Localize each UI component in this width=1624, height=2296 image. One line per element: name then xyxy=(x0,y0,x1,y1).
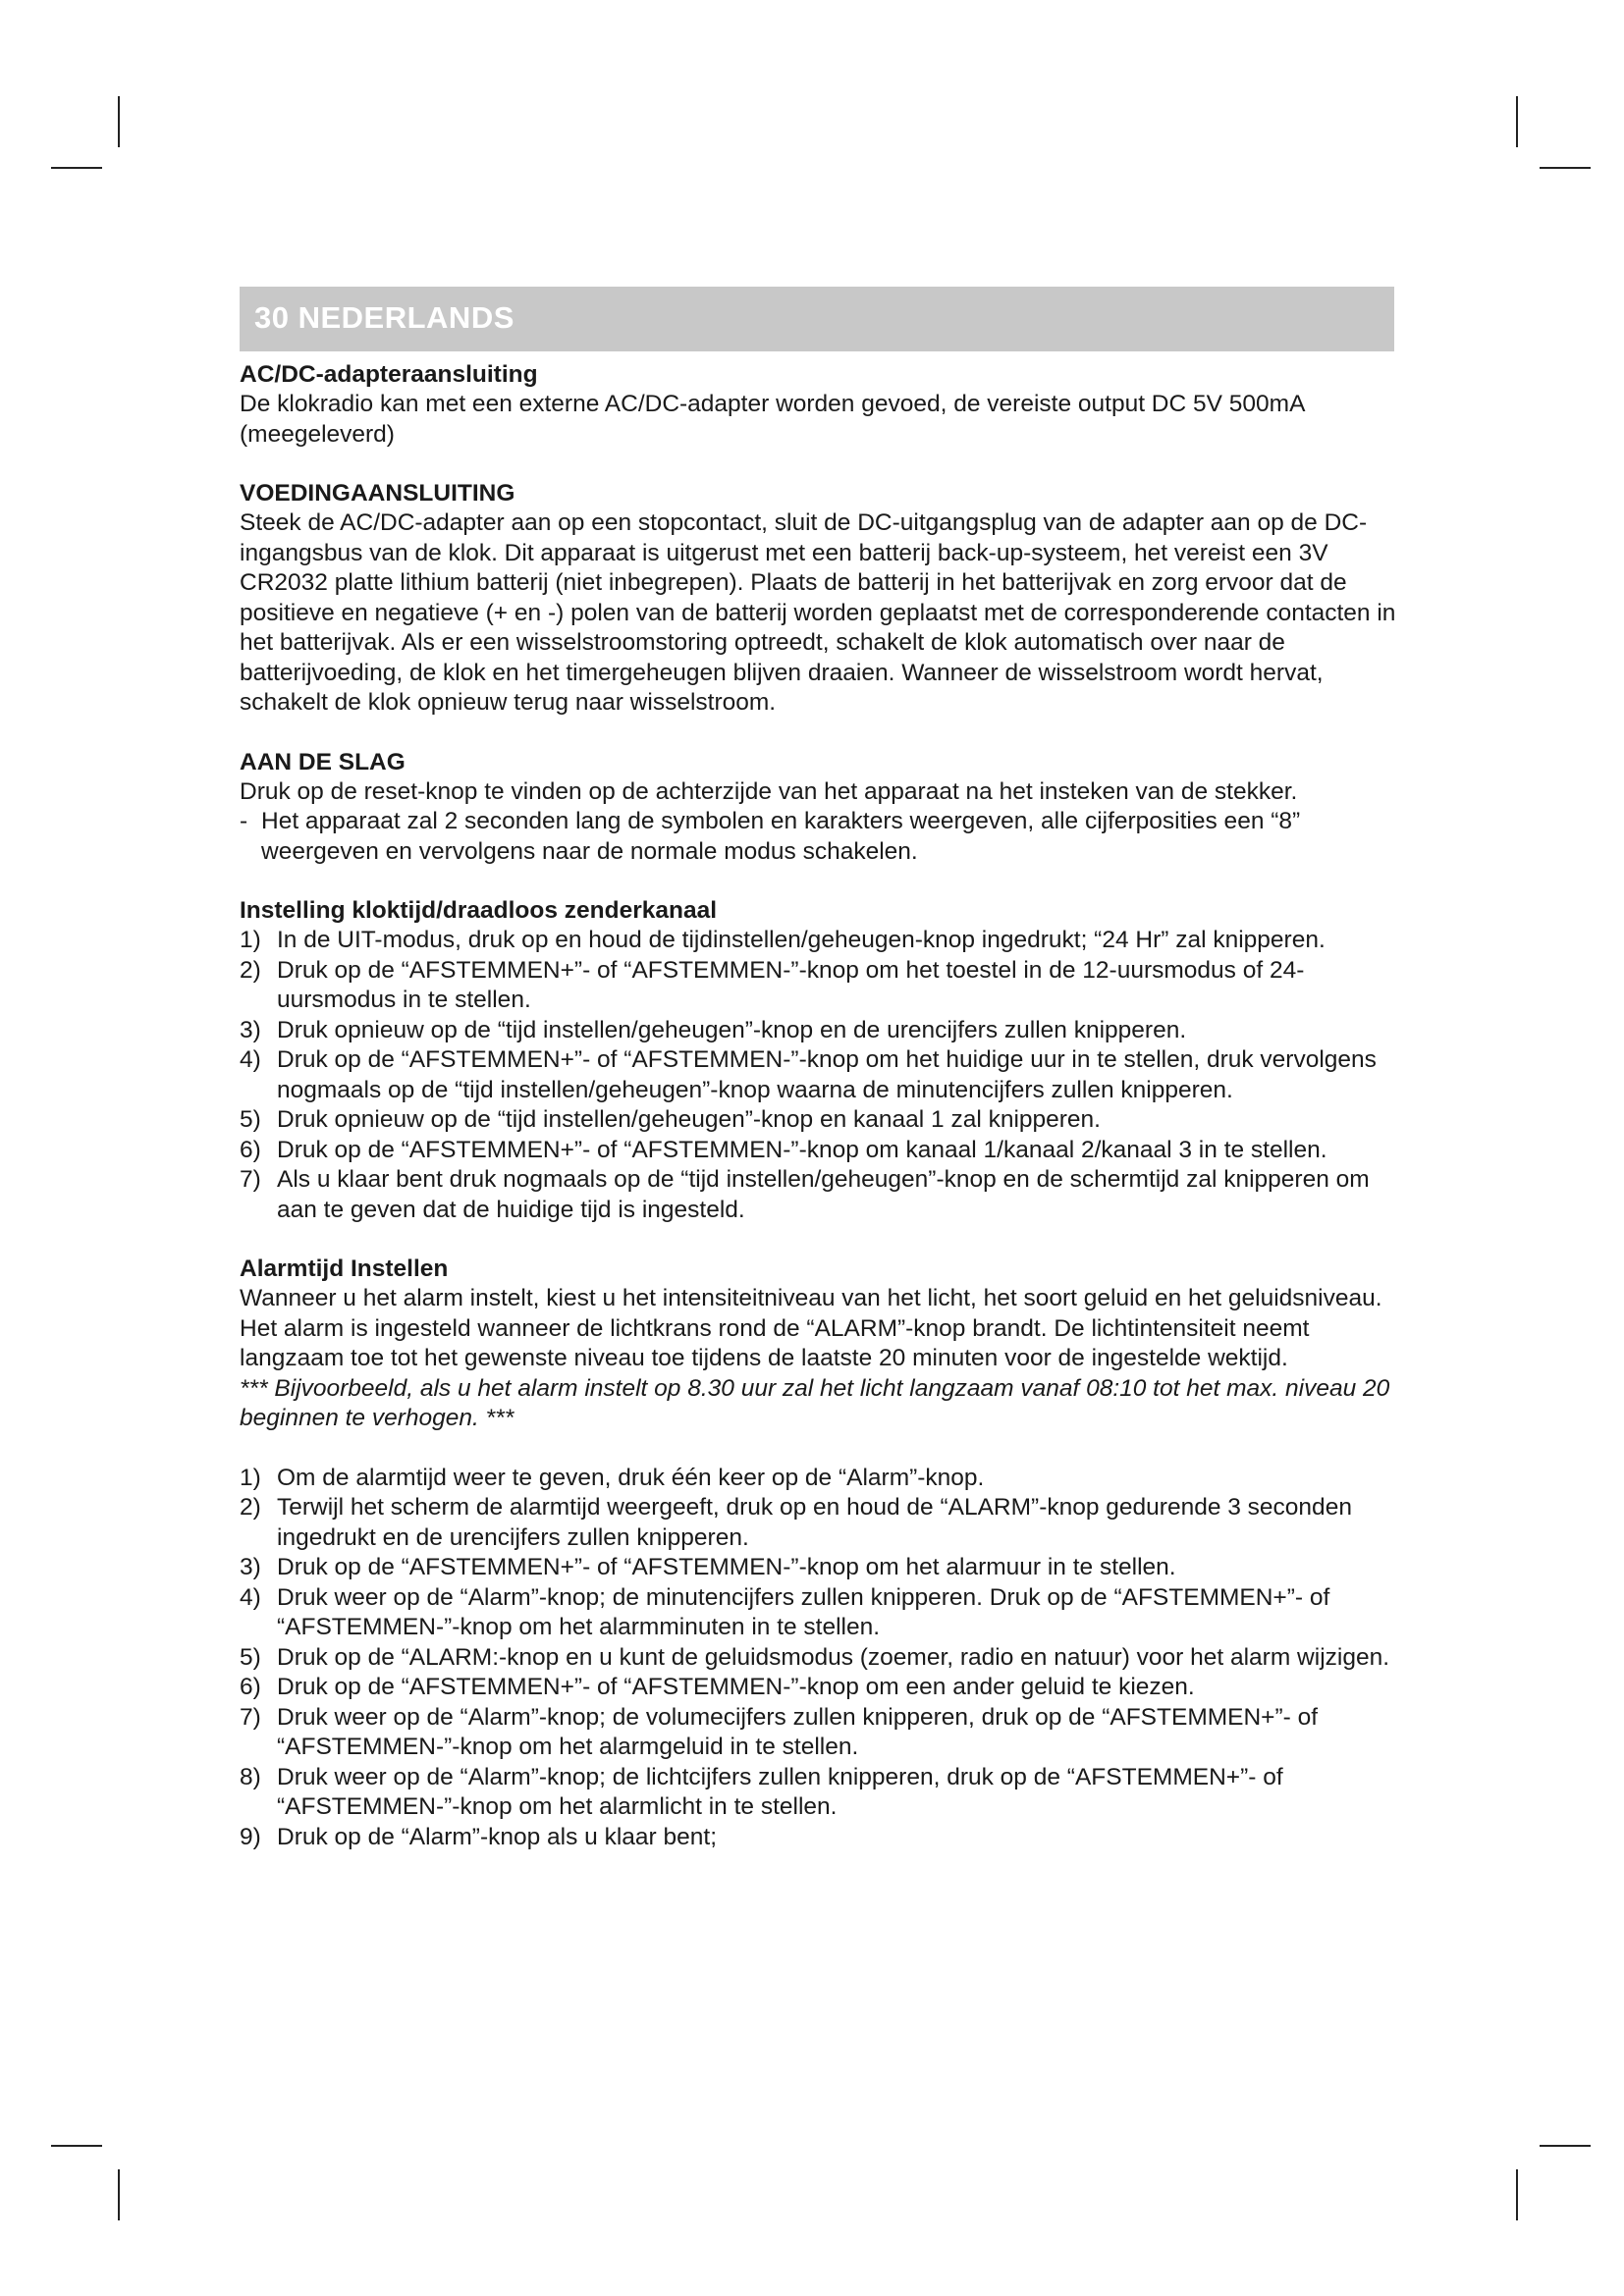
step-number: 6) xyxy=(240,1136,261,1163)
section-heading: Alarmtijd Instellen xyxy=(240,1255,449,1282)
step-text: Druk op de “ALARM:-knop en u kunt de geluidsmodus (zoemer, radio en natuur) voor het alarm wijzigen. xyxy=(277,1643,1390,1671)
list-item xyxy=(240,1673,1408,1703)
step-text: Druk op de “AFSTEMMEN+”- of “AFSTEMMEN-”-knop om het alarmuur in te stellen. xyxy=(277,1554,1176,1580)
list-item xyxy=(240,1136,1408,1166)
step-text: Terwijl het scherm de alarmtijd weergeeft, druk op en houd de “ALARM”-knop gedurende 3 seconden ingedrukt en de urencijfers zullen knipperen. xyxy=(277,1494,1352,1551)
bullet-dash: - xyxy=(240,808,248,834)
list-item xyxy=(240,956,1408,1016)
crop-mark-bottom-left-horizontal xyxy=(51,2145,102,2147)
step-number: 9) xyxy=(240,1823,261,1850)
list-item xyxy=(240,1643,1408,1674)
step-text: Druk weer op de “Alarm”-knop; de lichtcijfers zullen knipperen, druk op de “AFSTEMMEN+”- of “AFSTEMMEN-”-knop om het alarmlicht in te stellen. xyxy=(277,1763,1283,1820)
step-number: 1) xyxy=(240,927,261,953)
section-heading: VOEDINGAANSLUITING xyxy=(240,480,515,507)
section-start xyxy=(240,747,1408,868)
step-text: Als u klaar bent druk nogmaals op de “tijd instellen/geheugen”-knop en de schermtijd zal knipperen om aan te geven dat de huidige tijd is ingesteld. xyxy=(277,1166,1370,1223)
list-item xyxy=(240,1553,1408,1583)
step-text: Druk weer op de “Alarm”-knop; de volumecijfers zullen knipperen, druk op de “AFSTEMMEN+”- of “AFSTEMMEN-”-knop om het alarmgeluid in te stellen. xyxy=(277,1703,1319,1760)
list-item xyxy=(240,926,1408,956)
step-number: 1) xyxy=(240,1464,261,1491)
step-number: 2) xyxy=(240,956,261,984)
list-item xyxy=(240,1016,1408,1046)
step-text: Druk op de “AFSTEMMEN+”- of “AFSTEMMEN-”-knop om het toestel in de 12-uursmodus of 24-uursmodus in te stellen. xyxy=(277,956,1305,1013)
step-text: Druk op de “Alarm”-knop als u klaar bent; xyxy=(277,1823,717,1850)
step-list xyxy=(240,1464,1408,1853)
crop-mark-bottom-right-horizontal xyxy=(1540,2145,1591,2147)
step-text: Druk opnieuw op de “tijd instellen/geheugen”-knop en de urencijfers zullen knipperen. xyxy=(277,1016,1187,1043)
step-number: 6) xyxy=(240,1674,261,1700)
step-text: Om de alarmtijd weer te geven, druk één keer op de “Alarm”-knop. xyxy=(277,1464,985,1491)
list-item xyxy=(240,1464,1408,1494)
list-item xyxy=(240,1823,1408,1853)
step-text: Druk op de “AFSTEMMEN+”- of “AFSTEMMEN-”-knop om kanaal 1/kanaal 2/kanaal 3 in te stellen. xyxy=(277,1136,1327,1163)
section-alarm xyxy=(240,1254,1408,1852)
step-number: 5) xyxy=(240,1106,261,1133)
list-item xyxy=(240,1105,1408,1136)
crop-mark-top-right-horizontal xyxy=(1540,167,1591,169)
page-content xyxy=(240,359,1408,1881)
crop-mark-bottom-left-vertical xyxy=(118,2169,120,2220)
section-voeding xyxy=(240,478,1408,719)
step-text: Druk op de “AFSTEMMEN+”- of “AFSTEMMEN-”-knop om een ander geluid te kiezen. xyxy=(277,1674,1195,1700)
list-item xyxy=(240,1493,1408,1553)
section-adapter xyxy=(240,359,1408,450)
step-number: 7) xyxy=(240,1166,261,1193)
page-header-title: 30 NEDERLANDS xyxy=(254,300,514,335)
step-text: Druk opnieuw op de “tijd instellen/geheugen”-knop en kanaal 1 zal knipperen. xyxy=(277,1106,1101,1133)
section-heading: Instelling kloktijd/draadloos zenderkanaal xyxy=(240,897,718,924)
section-paragraph: Wanneer u het alarm instelt, kiest u het intensiteitniveau van het licht, het soort geluid en het geluidsniveau. Het alarm is ingesteld wanneer de lichtkrans rond de “ALARM”-knop brandt. De lichtintensiteit neemt langzaam toe tot het gewenste niveau toe tijdens de laatste 20 minuten voor de ingestelde wektijd. xyxy=(240,1285,1382,1371)
section-paragraph: De klokradio kan met een externe AC/DC-adapter worden gevoed, de vereiste output DC 5V 500mA (meegeleverd) xyxy=(240,391,1305,448)
section-paragraph: Druk op de reset-knop te vinden op de achterzijde van het apparaat na het insteken van de stekker. xyxy=(240,777,1298,805)
section-paragraph: Steek de AC/DC-adapter aan op een stopcontact, sluit de DC-uitgangsplug van de adapter aan op de DC-ingangsbus van de klok. Dit apparaat is uitgerust met een batterij back-up-systeem, het vereist een 3V CR2032 platte lithium batterij (niet inbegrepen). Plaats de batterij in het batterijvak en zorg ervoor dat de positieve en negatieve (+ en -) polen van de batterij worden geplaatst met de corresponderende contacten in het batterijvak. Als er een wisselstroomstoring optreedt, schakelt de klok automatisch over naar de batterijvoeding, de klok en het timergeheugen blijven draaien. Wanneer de wisselstroom wordt hervat, schakelt de klok opnieuw terug naar wisselstroom. xyxy=(240,509,1396,716)
list-item xyxy=(240,1703,1408,1763)
step-list xyxy=(240,926,1408,1225)
crop-mark-top-left-vertical xyxy=(118,96,120,147)
page-header-bar xyxy=(240,287,1394,351)
step-text: Druk op de “AFSTEMMEN+”- of “AFSTEMMEN-”-knop om het huidige uur in te stellen, druk vervolgens nogmaals op de “tijd instellen/geheugen”-knop waarna de minutencijfers zullen knipperen. xyxy=(277,1046,1377,1103)
step-text: Druk weer op de “Alarm”-knop; de minutencijfers zullen knipperen. Druk op de “AFSTEMMEN+”- of “AFSTEMMEN-”-knop om het alarmminuten in te stellen. xyxy=(277,1583,1330,1640)
step-number: 3) xyxy=(240,1016,261,1043)
step-number: 8) xyxy=(240,1763,261,1790)
section-heading: AAN DE SLAG xyxy=(240,748,406,775)
section-clock-setting xyxy=(240,895,1408,1225)
step-number: 2) xyxy=(240,1494,261,1521)
step-number: 5) xyxy=(240,1643,261,1671)
bullet-item xyxy=(240,807,1408,867)
step-number: 4) xyxy=(240,1583,261,1611)
crop-mark-bottom-right-vertical xyxy=(1516,2169,1518,2220)
list-item xyxy=(240,1045,1408,1105)
list-item xyxy=(240,1583,1408,1643)
crop-mark-top-right-vertical xyxy=(1516,96,1518,147)
list-item xyxy=(240,1763,1408,1823)
step-number: 4) xyxy=(240,1046,261,1073)
crop-mark-top-left-horizontal xyxy=(51,167,102,169)
step-text: In de UIT-modus, druk op en houd de tijdinstellen/geheugen-knop ingedrukt; “24 Hr” zal knipperen. xyxy=(277,927,1326,953)
bullet-text: Het apparaat zal 2 seconden lang de symbolen en karakters weergeven, alle cijferposities een “8” weergeven en vervolgens naar de normale modus schakelen. xyxy=(261,808,1301,865)
example-note: *** Bijvoorbeeld, als u het alarm instelt op 8.30 uur zal het licht langzaam vanaf 08:10 tot het max. niveau 20 beginnen te verhogen. *** xyxy=(240,1374,1390,1431)
spacer xyxy=(240,1434,1408,1464)
step-number: 3) xyxy=(240,1554,261,1580)
step-number: 7) xyxy=(240,1703,261,1731)
list-item xyxy=(240,1165,1408,1225)
section-heading: AC/DC-adapteraansluiting xyxy=(240,361,538,388)
